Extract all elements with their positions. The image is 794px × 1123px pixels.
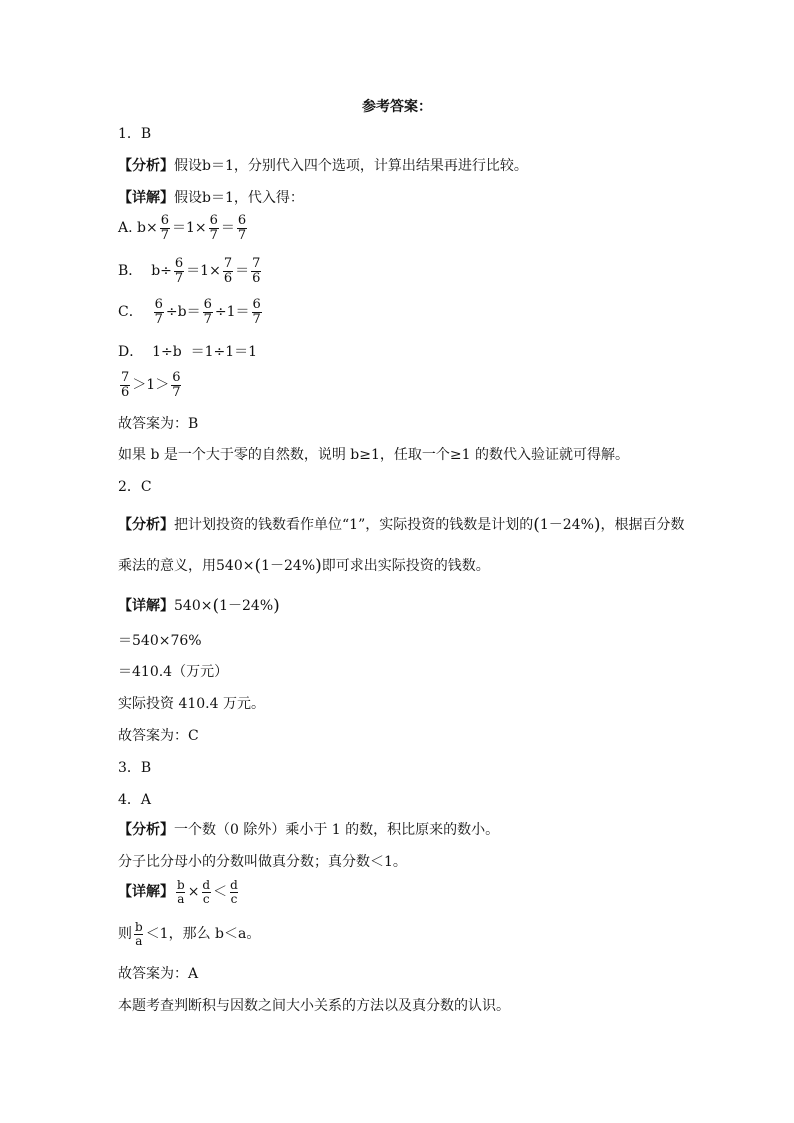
fraction: $\frac{d}{c}$ <box>230 878 238 906</box>
fraction: $\frac{6}{7}$ <box>154 297 163 327</box>
page-title: 参考答案： <box>362 99 432 115</box>
q2-step1: ＝540×76% <box>118 633 202 649</box>
analysis-tag: 【分析】 <box>118 822 174 838</box>
q1-detail <box>118 190 304 208</box>
fraction: $\frac{d}{c}$ <box>202 878 211 906</box>
detail-tag: 【详解】 <box>118 190 174 206</box>
q2-analysis-line2: 乘法的意义，用540×(1－24%)即可求出实际投资的钱数。 <box>118 556 490 576</box>
q4-number: 4．A <box>118 792 152 808</box>
q1-comparison: $\frac{7}{6}$ ＞1＞ $\frac{6}{7}$ <box>121 370 181 400</box>
fraction: $\frac{6}{7}$ <box>174 256 184 286</box>
q4-analysis: 【分析】一个数（0 除外）乘小于 1 的数，积比原来的数小。 <box>118 822 500 838</box>
q1-note: 如果 b 是一个大于零的自然数，说明 b≥1，任取一个≥1 的数代入验证就可得解。 <box>118 447 629 463</box>
q2-step2: ＝410.4（万元） <box>118 664 229 680</box>
q2-analysis: 【分析】把计划投资的钱数看作单位“1”，实际投资的钱数是计划的(1－24%)，根据百分数 <box>118 515 685 535</box>
fraction: $\frac{6}{7}$ <box>160 213 169 243</box>
q4-detail: 【详解】 $\frac{b}{a}$ × $\frac{d}{c}$ ＜ $\frac{d}{c}$ <box>118 878 238 906</box>
detail-tag: 【详解】 <box>118 598 174 614</box>
q2-number: 2．C <box>118 479 152 495</box>
analysis-tag: 【分析】 <box>118 517 174 533</box>
q1-answer: 故答案为：B <box>118 416 199 432</box>
q3-number: 3．B <box>118 760 152 776</box>
fraction: $\frac{b}{a}$ <box>177 878 185 906</box>
q1-option-a: A. b× $\frac{6}{7}$ ＝1× $\frac{6}{7}$ ＝ $\frac{6}{7}$ <box>118 213 247 243</box>
fraction: $\frac{6}{7}$ <box>237 213 247 243</box>
fraction: $\frac{7}{6}$ <box>223 256 233 286</box>
fraction: $\frac{6}{7}$ <box>172 370 181 400</box>
option-label: B． b÷ <box>118 263 172 280</box>
option-label: C． <box>118 304 152 321</box>
fraction: $\frac{7}{6}$ <box>252 256 261 286</box>
q2-result: 实际投资 410.4 万元。 <box>118 696 265 712</box>
detail-tag: 【详解】 <box>118 884 174 901</box>
q1-option-d: D． 1÷b ＝1÷1＝1 <box>118 344 258 360</box>
q4-analysis-line2: 分子比分母小的分数叫做真分数；真分数＜1。 <box>118 854 407 870</box>
q4-answer: 故答案为：A <box>118 966 199 982</box>
q1-number: 1．B <box>118 126 152 142</box>
fraction: $\frac{6}{7}$ <box>209 213 218 243</box>
q1-option-c: C． $\frac{6}{7}$ ÷b＝ $\frac{6}{7}$ ÷1＝ $\frac{6}{7}$ <box>118 297 261 327</box>
fraction: $\frac{7}{6}$ <box>121 370 130 400</box>
q1-option-b: B． b÷ $\frac{6}{7}$ ＝1× $\frac{7}{6}$ ＝ $\frac{7}{6}$ <box>118 256 261 286</box>
q2-detail: 【详解】540×(1－24%) <box>118 596 280 616</box>
fraction: $\frac{b}{a}$ <box>135 920 143 948</box>
option-label: A. b× <box>118 220 158 237</box>
q2-answer: 故答案为：C <box>118 728 199 744</box>
fraction: $\frac{6}{7}$ <box>203 297 212 327</box>
q4-then: 则 $\frac{b}{a}$ ＜1，那么 b＜a。 <box>118 920 261 948</box>
analysis-tag: 【分析】 <box>118 158 174 174</box>
q4-summary: 本题考查判断积与因数之间大小关系的方法以及真分数的认识。 <box>118 998 510 1014</box>
fraction: $\frac{6}{7}$ <box>252 297 261 327</box>
detail-text: 假设b＝1，代入得： <box>174 190 304 206</box>
q1-analysis <box>118 158 528 176</box>
analysis-text: 假设b＝1，分别代入四个选项，计算出结果再进行比较。 <box>174 158 528 174</box>
